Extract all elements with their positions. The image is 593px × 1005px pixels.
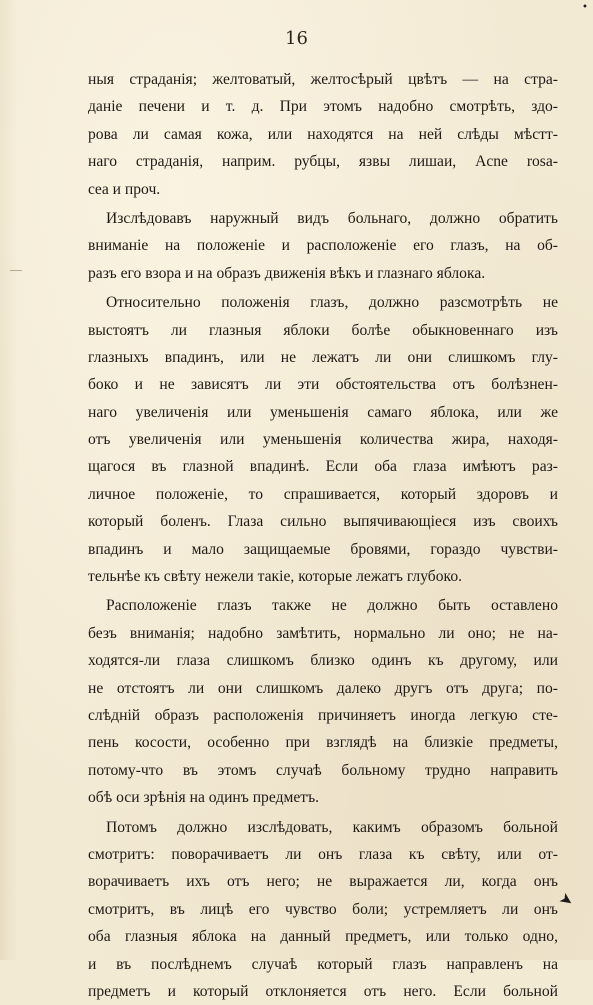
text-line: вниманіе на положеніе и расположеніе его глазъ, на об-: [88, 237, 558, 255]
text-line: наго страданія, наприм. рубцы, язвы лишаи, Acne rosa-: [88, 153, 558, 171]
body-text: [88, 66, 558, 1005]
margin-mark: [10, 270, 22, 271]
paragraph-start-line: Относительно положенія глазъ, должно разсмотрѣть не: [106, 294, 558, 312]
printer-mark-icon: ➤: [555, 887, 578, 912]
page-number: 16: [285, 28, 308, 49]
text-line: который боленъ. Глаза сильно выпячивающіеся изъ своихъ: [88, 513, 558, 531]
text-line: тельнѣе къ свѣту нежели такіе, которые лежатъ глубоко.: [88, 568, 463, 586]
text-line: даніе печени и т. д. При этомъ надобно смотрѣть, здо-: [88, 98, 558, 116]
text-line: оба глазныя яблока на данный предметъ, или только одно,: [88, 928, 558, 946]
text-line: пень косости, особенно при взглядѣ на близкіе предметы,: [88, 734, 558, 752]
text-line: смотритъ: поворачиваетъ ли онъ глаза къ свѣту, или от-: [88, 845, 558, 863]
corner-dot: •: [582, 2, 588, 13]
text-line: разъ его взора и на образъ движенія вѣкъ и глазнаго яблока.: [88, 264, 486, 282]
text-line: личное положеніе, то спрашивается, который здоровъ и: [88, 485, 558, 503]
text-line: отъ увеличенія или уменьшенія количества жира, находя-: [88, 431, 558, 449]
text-line: впадинъ и мало защищаемые бровями, гораздо чувстви-: [88, 540, 558, 558]
paragraph-start-line: Потомъ должно изслѣдовать, какимъ образомъ больной: [106, 818, 558, 836]
text-line: потому-что въ этомъ случаѣ больному трудно направить: [88, 761, 558, 779]
text-line: наго увеличенія или уменьшенія самаго яблока, или же: [88, 403, 558, 421]
text-line: выстоятъ ли глазныя яблоки болѣе обыкновеннаго изъ: [88, 321, 558, 339]
paragraph-start-line: Расположеніе глазъ также не должно быть оставлено: [106, 597, 558, 615]
text-line: щагося въ глазной впадинѣ. Если оба глаза имѣютъ раз-: [88, 458, 558, 476]
text-line: слѣдній образъ расположенія причиняетъ иногда легкую сте-: [88, 706, 558, 724]
text-line: рова ли самая кожа, или находятся на ней слѣды мѣстт-: [88, 125, 558, 143]
text-line: и въ послѣднемъ случаѣ который глазъ направленъ на: [88, 955, 558, 973]
text-line: cea и проч.: [88, 180, 161, 198]
text-line: ныя страданія; желтоватый, желтосѣрый цвѣтъ — на стра-: [88, 71, 558, 88]
text-line: глазныхъ впадинъ, или не лежатъ ли они слишкомъ глу-: [88, 348, 558, 366]
paragraph-start-line: Изслѣдовавъ наружный видъ больнаго, должно обратить: [106, 209, 558, 227]
text-line: предметъ и который отклоняется отъ него. Если больной: [88, 982, 558, 1000]
text-line: смотритъ, въ лицѣ его чувство боли; устремляетъ ли онъ: [88, 900, 558, 918]
text-line: безъ вниманія; надобно замѣтить, нормально ли оно; не на-: [88, 624, 558, 642]
text-line: ходятся-ли глаза слишкомъ близко одинъ къ другому, или: [88, 652, 558, 670]
text-line: не отстоятъ ли они слишкомъ далеко другъ отъ друга; по-: [88, 679, 558, 697]
text-line: боко и не зависятъ ли эти обстоятельства отъ болѣзнен-: [88, 376, 558, 394]
text-line: обѣ оси зрѣнія на одинъ предметъ.: [88, 789, 320, 807]
text-line: ворачиваетъ ихъ отъ него; не выражается ли, когда онъ: [88, 873, 558, 891]
